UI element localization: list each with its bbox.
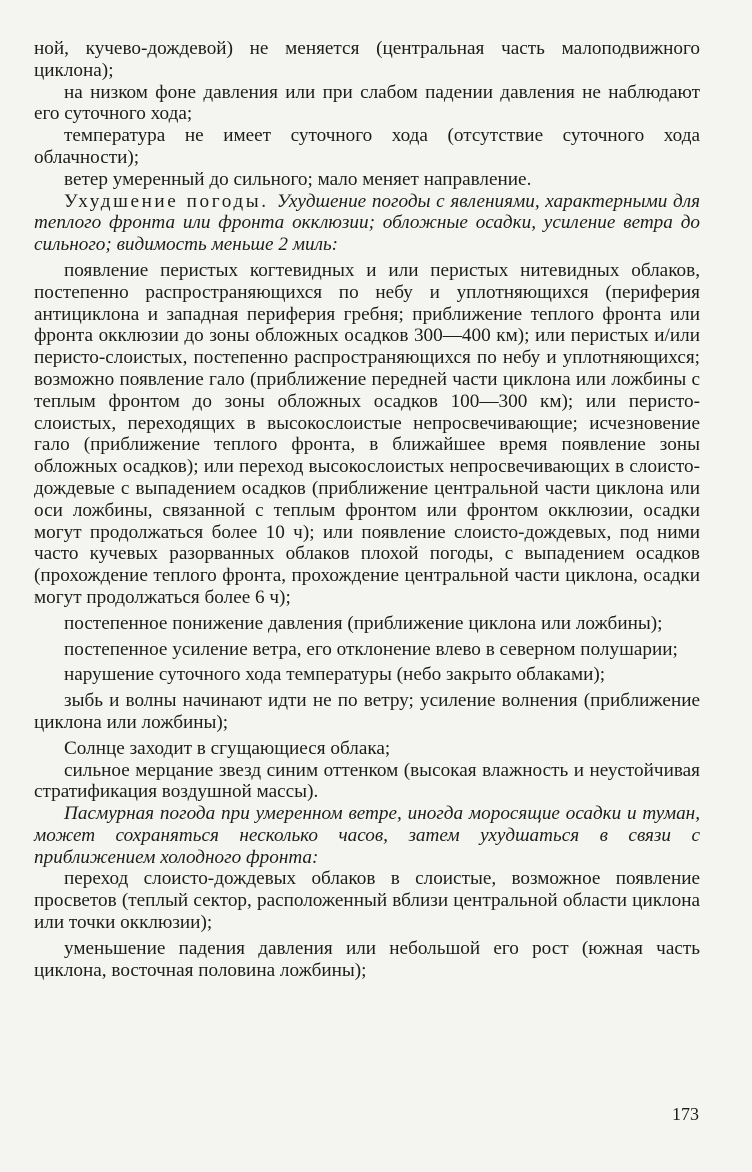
paragraph: Солнце заходит в сгущающиеся облака; bbox=[64, 737, 391, 759]
page-body bbox=[34, 38, 700, 981]
paragraph: постепенное усиление ветра, его отклонение влево в северном полушарии; bbox=[64, 638, 678, 660]
paragraph: зыбь и волны начинают идти не по ветру; усиление волнения (приближение циклона или ложбины); bbox=[34, 690, 700, 733]
paragraph: сильное мерцание звезд синим оттенком (высокая влажность и неустойчивая стратификация воздушной массы). bbox=[34, 759, 700, 803]
paragraph: на низком фоне давления или при слабом падении давления не наблюдают его суточного хода; bbox=[34, 81, 700, 125]
page-number: 173 bbox=[672, 1104, 699, 1124]
section-heading: Ухудшение погоды. bbox=[64, 190, 277, 212]
paragraph: уменьшение падения давления или небольшой его рост (южная часть циклона, восточная половина ложбины); bbox=[34, 937, 700, 981]
section-heading-italic: Ухудшение погоды с явлениями, характерными для теплого фронта или фронта окклюзии; обложные осадки, усиление ветра до сильного; видимость меньше 2 миль: bbox=[34, 190, 700, 256]
paragraph: ветер умеренный до сильного; мало меняет направление. bbox=[64, 168, 532, 190]
paragraph: температура не имеет суточного хода (отсутствие суточного хода облачности); bbox=[34, 125, 700, 168]
paragraph: переход слоисто-дождевых облаков в слоистые, возможное появление просветов (теплый сектор, расположенный вблизи центральной области циклона или точки окклюзии); bbox=[34, 868, 700, 934]
italic-lead-paragraph: Пасмурная погода при умеренном ветре, иногда моросящие осадки и туман, может сохраняться несколько часов, затем ухудшаться в связи с приближением холодного фронта: bbox=[34, 803, 700, 868]
paragraph: постепенное понижение давления (приближение циклона или ложбины); bbox=[64, 612, 663, 634]
paragraph: нарушение суточного хода температуры (небо закрыто облаками); bbox=[64, 664, 606, 686]
section-lead-paragraph bbox=[34, 191, 700, 256]
paragraph: ной, кучево-дождевой) не меняется (центральная часть малоподвижного циклона); bbox=[34, 38, 700, 81]
paragraph: появление перистых когтевидных и или перистых нитевидных облаков, постепенно распространяющихся по небу и уплотняющихся (периферия антициклона и западная периферия гребня; приближение теплого фронта или фронта окклюзии до зоны обложных осадков 300—400 км); или перистых и/или перисто-слоистых, постепенно распространяющихся по небу и уплотняющихся; возможно появление гало (приближение передней части циклона или ложбины с теплым фронтом до зоны обложных осадков 100—300 км); или перисто-слоистых, переходящих в высокослоистые непросвечивающие; исчезновение гало (приближение теплого фронта, в ближайшее время появление зоны обложных осадков); или переход высокослоистых непросвечивающих в слоисто-дождевые с выпадением осадков (приближение центральной части циклона или оси ложбины, связанной с теплым фронтом или фронтом окклюзии, осадки могут продолжаться более 10 ч); или появление слоисто-дождевых, под ними часто кучевых разорванных облаков плохой погоды, с выпадением осадков (прохождение теплого фронта, прохождение центральной части циклона, осадки могут продолжаться более 6 ч); bbox=[34, 259, 700, 608]
